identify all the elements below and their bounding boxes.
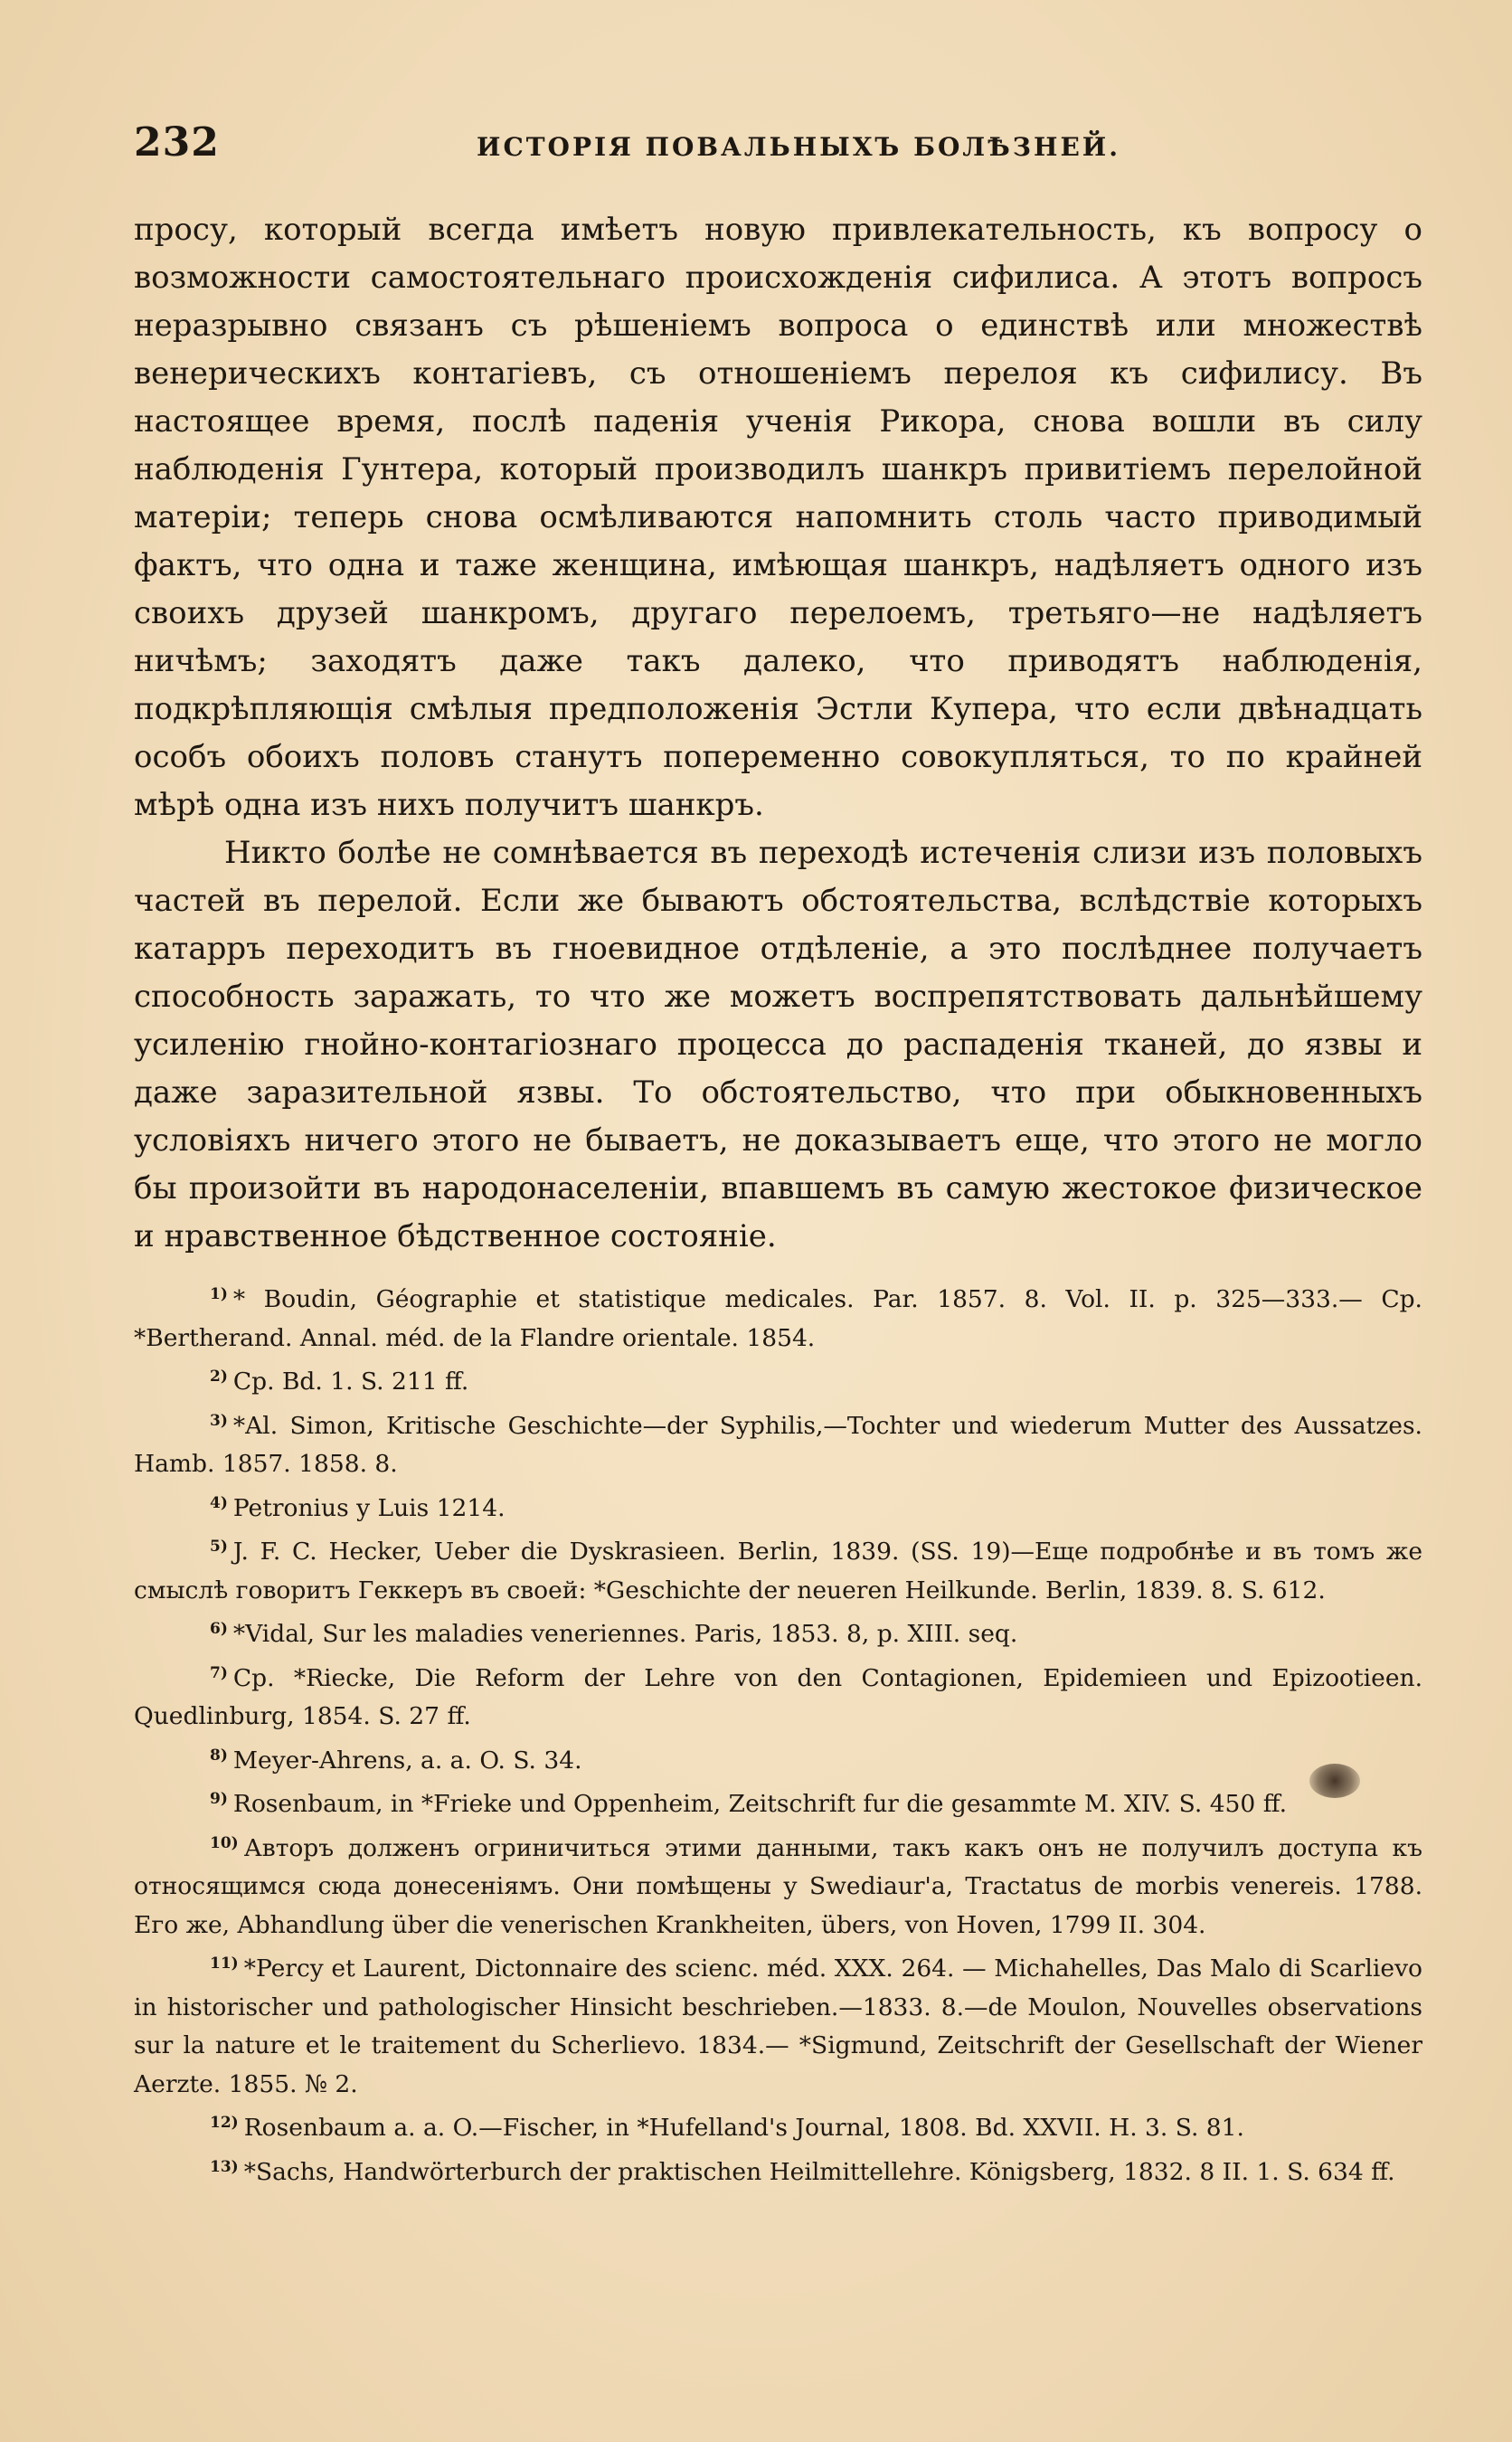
footnote-number: 13) [210, 2157, 239, 2176]
footnote-number: 3) [210, 1411, 228, 1430]
footnote-text: Rosenbaum, in *Frieke und Oppenheim, Zeitschrift fur die gesammte M. XIV. S. 450 ff. [232, 1790, 1288, 1818]
footnote-number: 1) [210, 1285, 228, 1303]
footnote-number: 11) [210, 1955, 239, 1973]
ink-smudge [1309, 1764, 1360, 1798]
footnote-number: 12) [210, 2114, 239, 2132]
footnote-number: 6) [210, 1620, 228, 1638]
footnote [134, 1824, 1422, 1945]
footnote-number: 10) [210, 1833, 239, 1852]
footnote-text: *Sachs, Handwörterburch der praktischen Heilmittellehre. Königsberg, 1832. 8 II. 1. S. 634 ff. [243, 2157, 1395, 2186]
footnote-number: 4) [210, 1493, 228, 1512]
footnote-text: Petronius y Luis 1214. [232, 1493, 506, 1522]
footnote-text: *Percy et Laurent, Dictonnaire des scienc. méd. XXX. 264. — Michahelles, Das Malo di Scarlievo in historischer und pathologischer Hinsicht beschrieben.—1833. 8.—de Moulon, Nouvelles observations sur la nature et le traitement du Scherlievo. 1834.— *Sigmund, Zeitschrift der Gesellschaft der Wiener Aerzte. 1855. № 2. [134, 1955, 1422, 2098]
footnote-number: 2) [210, 1368, 228, 1386]
footnote-text: Ср. Bd. 1. S. 211 ff. [232, 1368, 469, 1396]
body-paragraph: Никто болѣе не сомнѣвается въ переходѣ истеченія слизи изъ половыхъ частей въ перелой. Если же бываютъ обстоятельства, вслѣдствіе которыхъ катарръ переходитъ въ гноевидное отдѣленіе, а это послѣднее получаетъ способность заражать, то что же можетъ воспрепятствовать дальнѣйшему усиленію гнойно-контагіознаго процесса до распаденія тканей, до язвы и даже заразительной язвы. То обстоятельство, что при обыкновенныхъ условіяхъ ничего этого не бываетъ, не доказываетъ еще, что этого не могло бы произойти въ народонаселеніи, впавшемъ въ самую жестокое физическое и нравственное бѣдственное состояніе. [134, 835, 1422, 1254]
footnote [134, 1945, 1422, 2104]
footnote-text: Ср. *Riecke, Die Reform der Lehre von den Contagionen, Epidemieen und Epizootieen. Quedlinburg, 1854. S. 27 ff. [134, 1663, 1422, 1730]
footnote-text: * Boudin, Géographie et statistique medicales. Par. 1857. 8. Vol. II. p. 325—333.— Cp. *Bertherand. Annal. méd. de la Flandre orientale. 1854. [134, 1285, 1422, 1352]
footnote [134, 1654, 1422, 1737]
footnote [134, 2104, 1422, 2148]
footnote [134, 1484, 1422, 1529]
footnote-number: 5) [210, 1538, 228, 1556]
footnotes [134, 1275, 1422, 2191]
footnote [134, 1737, 1422, 1781]
footnote [134, 2148, 1422, 2192]
footnote-text: *Vidal, Sur les maladies veneriennes. Paris, 1853. 8, p. XIII. seq. [232, 1620, 1018, 1648]
main-text [134, 206, 1422, 1261]
running-head [134, 119, 1427, 174]
footnote-number: 7) [210, 1663, 228, 1682]
running-title: ИСТОРІЯ ПОВАЛЬНЫХЪ БОЛѢЗНЕЙ. [476, 132, 1120, 162]
footnote-text: Авторъ долженъ огриничиться этими данными, такъ какъ онъ не получилъ доступа къ относящимся сюда донесеніямъ. Они помѣщены у Swediaur'a, Tractatus de morbis venereis. 1788. Его же, Abhandlung über die venerischen Krankheiten, übers, von Hoven, 1799 II. 304. [134, 1833, 1422, 1939]
footnote [134, 1780, 1422, 1824]
footnote [134, 1358, 1422, 1402]
footnote-number: 8) [210, 1746, 228, 1765]
footnote [134, 1528, 1422, 1610]
page-number: 232 [134, 119, 220, 166]
footnote-text: J. F. C. Hecker, Ueber die Dyskrasieen. Berlin, 1839. (SS. 19)—Еще подробнѣе и въ томъ же смыслѣ говоритъ Геккеръ въ своей: *Geschichte der neueren Heilkunde. Berlin, 1839. 8. S. 612. [134, 1538, 1422, 1604]
footnote-text: Rosenbaum a. a. O.—Fischer, in *Hufelland's Journal, 1808. Bd. XXVII. H. 3. S. 81. [243, 2114, 1244, 2142]
footnote-number: 9) [210, 1790, 228, 1808]
footnote [134, 1402, 1422, 1484]
body-paragraph: просу, который всегда имѣетъ новую привлекательность, къ вопросу о возможности самостоятельнаго происхожденія сифилиса. А этотъ вопросъ неразрывно связанъ съ рѣшеніемъ вопроса о единствѣ или множествѣ венерическихъ контагіевъ, съ отношеніемъ перелоя къ сифилису. Въ настоящее время, послѣ паденія ученія Рикора, снова вошли въ силу наблюденія Гунтера, который производилъ шанкръ привитіемъ перелойной матеріи; теперь снова осмѣливаются напомнить столь часто приводимый фактъ, что одна и таже женщина, имѣющая шанкръ, надѣляетъ одного изъ своихъ друзей шанкромъ, другаго перелоемъ, третьяго—не надѣляетъ ничѣмъ; заходятъ даже такъ далеко, что приводятъ наблюденія, подкрѣпляющія смѣлыя предположенія Эстли Купера, что если двѣнадцать особъ обоихъ половъ станутъ попеременно совокупляться, то по крайней мѣрѣ одна изъ нихъ получитъ шанкръ. [134, 212, 1422, 823]
footnote-text: Meyer-Ahrens, a. a. O. S. 34. [232, 1746, 582, 1775]
footnote [134, 1610, 1422, 1654]
footnote [134, 1275, 1422, 1358]
footnote-text: *Al. Simon, Kritische Geschichte—der Syphilis,—Tochter und wiederum Mutter des Aussatzes. Hamb. 1857. 1858. 8. [134, 1411, 1422, 1478]
